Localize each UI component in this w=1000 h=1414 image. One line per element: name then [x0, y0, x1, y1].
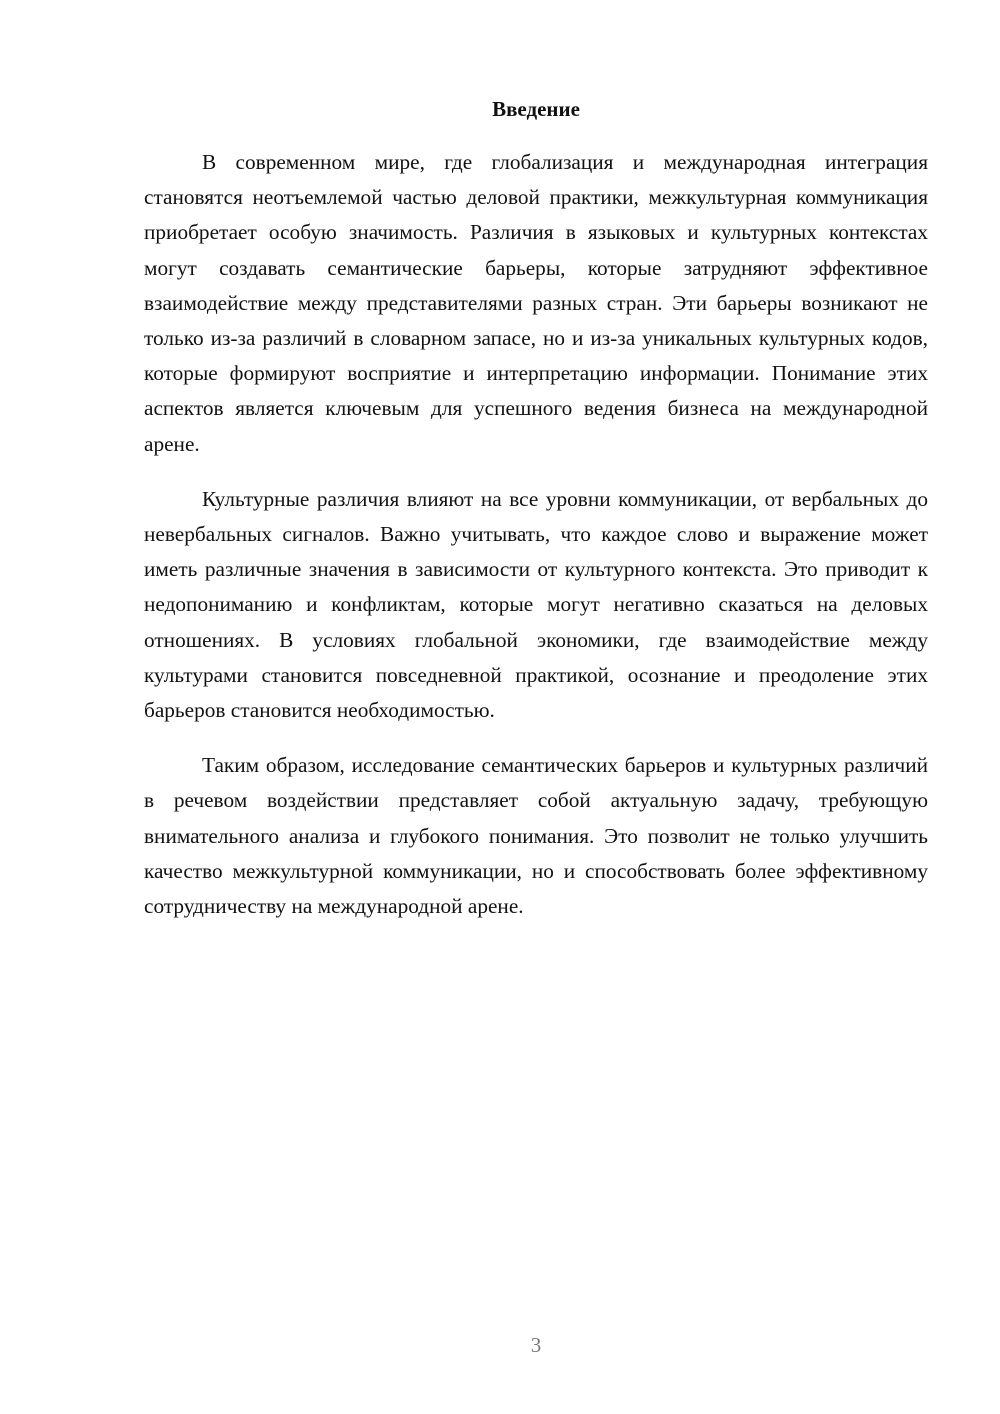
page-number: 3 — [530, 1333, 542, 1357]
paragraph-cultural-differences: Культурные различия влияют на все уровни коммуникации, от вербальных до невербальных сигналов. Важно учитывать, что каждое слово и выражение может иметь различные значения в зависимости от культурного контекста. Это приводит к недопониманию и конфликтам, которые могут негативно сказаться на деловых отношениях. В условиях глобальной экономики, где взаимодействие между культурами становится повседневной практикой, осознание и преодоление этих барьеров становится необходимостью. — [144, 486, 928, 723]
paragraph-intro: В современном мире, где глобализация и международная интеграция становятся неотъемлемой частью деловой практики, межкультурная коммуникация приобретает особую значимость. Различия в языковых и культурных контекстах могут создавать семантические барьеры, которые затрудняют эффективное взаимодействие между представителями разных стран. Эти барьеры возникают не только из-за различий в словарном запасе, но и из-за уникальных культурных кодов, которые формируют восприятие и интерпретацию информации. Понимание этих аспектов является ключевым для успешного ведения бизнеса на международной арене. — [144, 150, 928, 456]
page-content — [144, 92, 928, 944]
paragraph-conclusion: Таким образом, исследование семантических барьеров и культурных различий в речевом воздействии представляет собой актуальную задачу, требующую внимательного анализа и глубокого понимания. Это позволит не только улучшить качество межкультурной коммуникации, но и способствовать более эффективному сотрудничеству на международной арене. — [144, 753, 928, 919]
section-title: Введение — [492, 97, 580, 121]
